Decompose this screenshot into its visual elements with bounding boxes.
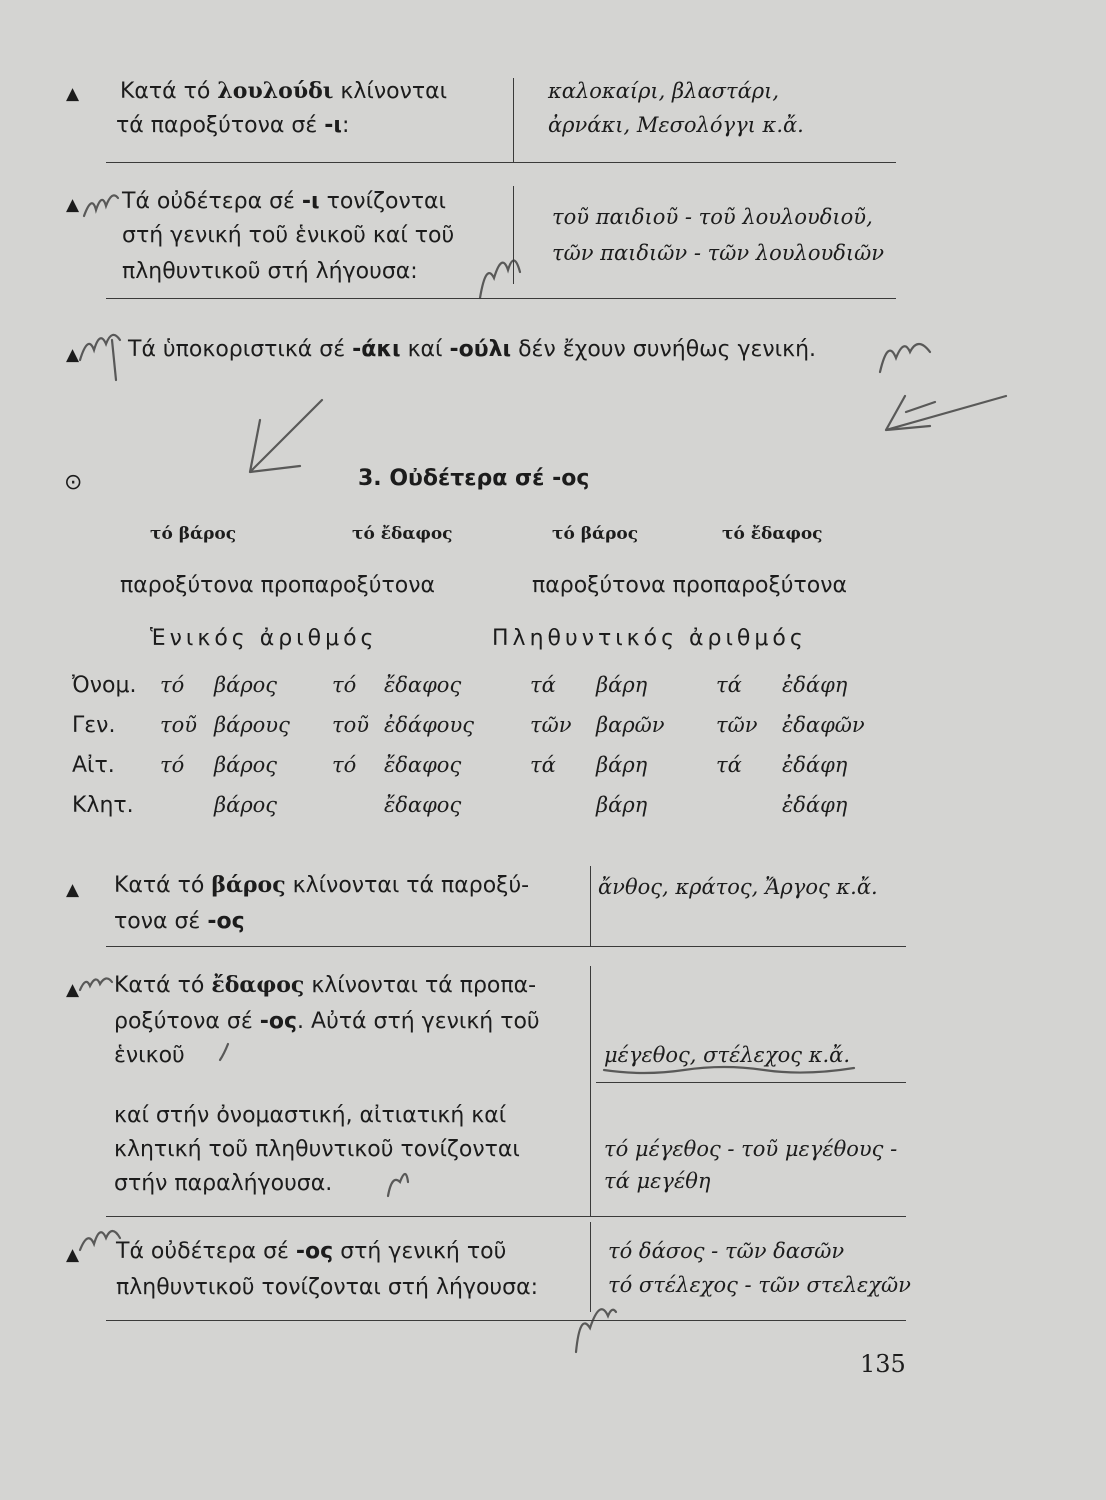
rule2-line2: στή γενική τοῦ ἑνικοῦ καί τοῦ [122, 223, 455, 248]
column-divider [513, 186, 514, 284]
paradigm-cell: τοῦ [160, 713, 198, 737]
paradigm-cell: τῶν [716, 713, 758, 737]
paradigm-cell: τά [716, 673, 742, 697]
paradigm-head-2: τό ἔδαφος [352, 524, 453, 544]
rule5-example2: τό μέγεθος - τοῦ μεγέθους - [604, 1137, 898, 1161]
handwritten-m-mark [880, 344, 930, 372]
checkmark-arrow [886, 396, 1006, 430]
plural-label: Πληθυντικός ἀριθμός [492, 626, 807, 651]
rule3-text: Τά ὑποκοριστικά σέ -άκι καί -ούλι δέν ἔχουν συνήθως γενική. [128, 337, 817, 362]
paradigm-cell: ἐδάφους [384, 713, 474, 737]
rule1-line1: Κατά τό λουλούδι κλίνονται [120, 78, 448, 104]
paradigm-cell: τοῦ [332, 713, 370, 737]
rule4-example: ἄνθος, κράτος, Ἄργος κ.ἄ. [598, 875, 878, 899]
bullet-triangle: ▲ [66, 84, 80, 104]
rule4-line2: τονα σέ -ος [114, 909, 245, 934]
paradigm-cell: τά [716, 753, 742, 777]
paradigm-head-1: τό βάρος [150, 524, 237, 544]
bullet-triangle: ▲ [66, 880, 80, 900]
paradigm-cell: βάρη [596, 793, 648, 817]
paradigm-cell: ἔδαφος [384, 793, 462, 817]
paradigm-cell: βάρη [596, 753, 648, 777]
paradigm-cell: ἐδαφῶν [782, 713, 865, 737]
column-divider [590, 866, 591, 946]
paradigm-cell: ἐδάφη [782, 753, 848, 777]
handwritten-m-mark [576, 1309, 616, 1352]
case-label: Αἰτ. [72, 753, 115, 778]
accent-labels-left: παροξύτονα προπαροξύτονα [120, 573, 435, 598]
handwritten-m-mark [388, 1174, 408, 1196]
rule6-example1: τό δάσος - τῶν δασῶν [608, 1239, 845, 1263]
accent-labels-right: παροξύτονα προπαροξύτονα [532, 573, 847, 598]
column-divider [590, 1222, 591, 1312]
rule6-line1: Τά οὐδέτερα σέ -ος στή γενική τοῦ [116, 1239, 507, 1264]
paradigm-head-4: τό ἔδαφος [722, 524, 823, 544]
bullet-triangle: ▲ [66, 980, 80, 1000]
row-divider [106, 162, 896, 163]
rule4-line1: Κατά τό βάρος κλίνονται τά παροξύ- [114, 872, 530, 898]
rule5-line3: ἑνικοῦ [114, 1043, 185, 1068]
paradigm-cell: ἐδάφη [782, 793, 848, 817]
paradigm-cell: βάρη [596, 673, 648, 697]
rule6-example2: τό στέλεχος - τῶν στελεχῶν [608, 1273, 911, 1297]
checkmark-arrow [250, 400, 322, 472]
paradigm-cell: βάρος [214, 673, 278, 697]
bullet-triangle: ▲ [66, 345, 80, 365]
paradigm-cell: ἐδάφη [782, 673, 848, 697]
singular-label: Ἑνικός ἀριθμός [150, 626, 378, 651]
pencil-stroke [220, 1044, 228, 1060]
handwritten-m-mark [480, 260, 520, 298]
column-divider [513, 78, 514, 162]
handwritten-m-mark [84, 195, 118, 216]
paradigm-cell: τό [332, 753, 357, 777]
paradigm-cell: βάρος [214, 793, 278, 817]
rule5-line5: κλητική τοῦ πληθυντικοῦ τονίζονται [114, 1137, 520, 1162]
rule5-line1: Κατά τό ἔδαφος κλίνονται τά προπα- [114, 972, 537, 998]
page-number: 135 [860, 1350, 906, 1378]
case-label: Ὀνομ. [72, 673, 137, 698]
rule5-line6: στήν παραλήγουσα. [114, 1171, 333, 1196]
paradigm-cell: βάρος [214, 753, 278, 777]
paradigm-cell: τά [530, 753, 556, 777]
paradigm-cell: βάρους [214, 713, 290, 737]
rule2-line3: πληθυντικοῦ στή λήγουσα: [122, 259, 418, 284]
rule5-example3: τά μεγέθη [604, 1169, 711, 1193]
case-label: Κλητ. [72, 793, 134, 818]
handwritten-m-mark [80, 978, 112, 990]
rule2-line1: Τά οὐδέτερα σέ -ι τονίζονται [122, 189, 446, 214]
row-divider [106, 946, 906, 947]
paradigm-cell: ἔδαφος [384, 753, 462, 777]
rule5-line4: καί στήν ὀνομαστική, αἰτιατική καί [114, 1103, 507, 1128]
rule6-line2: πληθυντικοῦ τονίζονται στή λήγουσα: [116, 1275, 539, 1300]
rule5-line2: ροξύτονα σέ -ος. Αὐτά στή γενική τοῦ [114, 1009, 540, 1034]
handwritten-m-mark [80, 1231, 120, 1250]
rule2-example1: τοῦ παιδιοῦ - τοῦ λουλουδιοῦ, [552, 205, 873, 229]
rule1-line2: τά παροξύτονα σέ -ι: [116, 113, 350, 138]
bullet-triangle: ▲ [66, 1245, 80, 1265]
section-title: 3. Οὐδέτερα σέ -ος [358, 466, 590, 491]
paradigm-cell: τό [160, 673, 185, 697]
rule5-example1: μέγεθος, στέλεχος κ.ἄ. [604, 1043, 851, 1067]
row-divider [106, 1216, 906, 1217]
rule2-example2: τῶν παιδιῶν - τῶν λουλουδιῶν [552, 241, 885, 265]
paradigm-cell: τά [530, 673, 556, 697]
handwritten-m-mark [80, 335, 120, 360]
paradigm-cell: βαρῶν [596, 713, 665, 737]
paradigm-cell: ἔδαφος [384, 673, 462, 697]
bullet-triangle: ▲ [66, 195, 80, 215]
paradigm-cell: τό [160, 753, 185, 777]
paradigm-head-3: τό βάρος [552, 524, 639, 544]
column-divider [590, 966, 591, 1216]
rule1-example2: ἀρνάκι, Μεσολόγγι κ.ἄ. [548, 113, 804, 137]
paradigm-cell: τῶν [530, 713, 572, 737]
row-divider [106, 1320, 906, 1321]
row-divider [106, 298, 896, 299]
pencil-stroke [112, 340, 116, 380]
case-label: Γεν. [72, 713, 116, 738]
paradigm-cell: τό [332, 673, 357, 697]
section-symbol: ⊙ [64, 470, 83, 495]
row-divider [596, 1082, 906, 1083]
rule1-example1: καλοκαίρι, βλαστάρι, [548, 79, 780, 103]
